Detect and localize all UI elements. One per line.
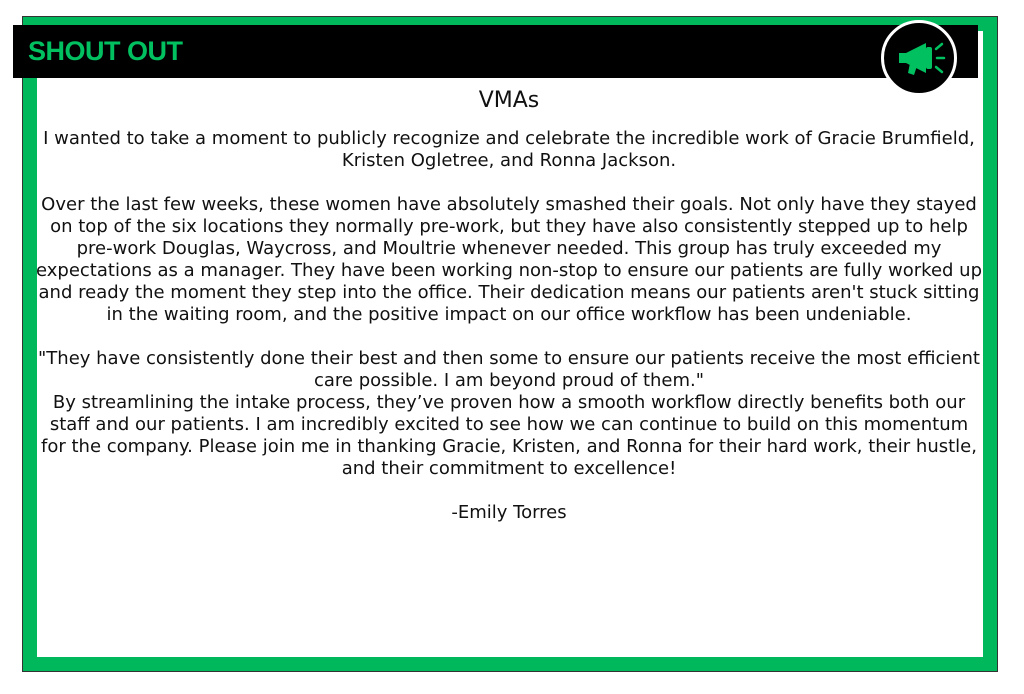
paragraph-spacer xyxy=(36,326,982,348)
header-title: SHOUT OUT xyxy=(28,36,183,66)
paragraph-spacer xyxy=(36,172,982,194)
megaphone-badge xyxy=(881,20,957,96)
post-title: VMAs xyxy=(478,88,540,113)
header-bar xyxy=(13,25,978,78)
post-content xyxy=(36,88,982,524)
paragraph-spacer xyxy=(36,480,982,502)
quote-paragraph: "They have consistently done their best and then some to ensure our patients receive the most efficient care possible. I am beyond proud of them." xyxy=(38,348,980,391)
intro-paragraph: I wanted to take a moment to publicly recognize and celebrate the incredible work of Gracie Brumfield, Kristen Ogletree, and Ronna Jackson. xyxy=(43,128,975,171)
closing-paragraph: By streamlining the intake process, they’ve proven how a smooth workflow directly benefits both our staff and our patients. I am incredibly excited to see how we can continue to build on this momentum for the company. Please join me in thanking Gracie, Kristen, and Ronna for their hard work, their hustle, and their commitment to excellence! xyxy=(41,392,977,479)
megaphone-icon xyxy=(884,23,954,93)
body-paragraph: Over the last few weeks, these women have absolutely smashed their goals. Not only have they stayed on top of the six locations they normally pre-work, but they have also consistently stepped up to help pre-work Douglas, Waycross, and Moultrie whenever needed. This group has truly exceeded my expectations as a manager. They have been working non-stop to ensure our patients are fully worked up and ready the moment they step into the office. Their dedication means our patients aren't stuck sitting in the waiting room, and the positive impact on our office workflow has been undeniable. xyxy=(36,194,983,325)
signature: -Emily Torres xyxy=(451,502,567,523)
